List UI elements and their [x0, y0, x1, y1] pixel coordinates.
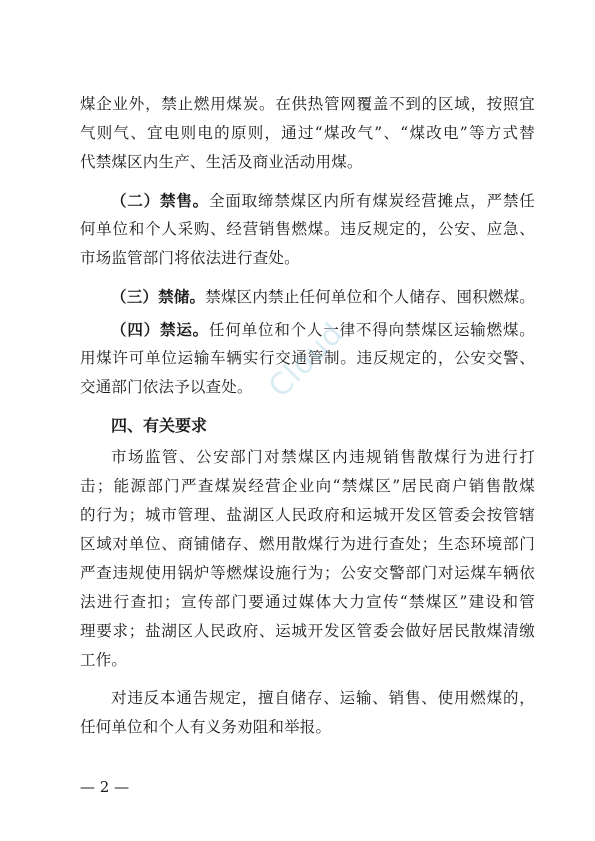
cloud-watermark: Cloud [262, 315, 351, 405]
intro-line-3: 代禁煤区内生产、生活及商业活动用煤。 [80, 153, 363, 171]
document-body [80, 90, 535, 742]
intro-line-1: 煤企业外，禁止燃用煤炭。在供热管网覆盖不到的区域，按照宜 [80, 95, 535, 113]
section-2-line-3: 市场监管部门将依法进行查处。 [80, 249, 300, 267]
section-4-first-line [80, 315, 535, 344]
section-4-label: （四）禁运。 [111, 320, 209, 339]
requirements-line-2: 击；能源部门严查煤炭经营企业向“禁煤区”居民商户销售散煤 [80, 477, 535, 495]
requirements-line-4: 区域对单位、商铺储存、燃用散煤行为进行查处；生态环境部门 [80, 535, 535, 553]
requirements-line-1: 市场监管、公安部门对禁煤区内违规销售散煤行为进行打 [111, 448, 535, 466]
page-number: — 2 — [80, 778, 130, 796]
section-2-first-line [80, 186, 535, 215]
section-2-text: 全面取缔禁煤区内所有煤炭经营摊点，严禁任 [209, 192, 535, 210]
requirements-line-3: 的行为；城市管理、盐湖区人民政府和运城开发区管委会按管辖 [80, 506, 535, 524]
section-3-text: 禁煤区内禁止任何单位和个人储存、囤积燃煤。 [205, 288, 536, 306]
section-4-text: 任何单位和个人一律不得向禁煤区运输燃煤。 [209, 321, 535, 339]
section-4-line-3: 交通部门依法予以查处。 [80, 378, 253, 396]
report-line-1: 对违反本通告规定，擅自储存、运输、销售、使用燃煤的， [111, 689, 535, 707]
section-heading-requirements: 四、有关要求 [111, 416, 208, 435]
requirements-line-6: 法进行查扣；宣传部门要通过媒体大力宣传“禁煤区”建设和管 [80, 593, 535, 611]
section-2-line-2: 何单位和个人采购、经营销售燃煤。违反规定的，公安、应急、 [80, 220, 535, 238]
section-3-label: （三）禁储。 [111, 287, 206, 306]
section-3-line [80, 282, 535, 311]
requirements-line-7: 理要求；盐湖区人民政府、运城开发区管委会做好居民散煤清缴 [80, 622, 535, 640]
intro-line-2: 气则气、宜电则电的原则，通过“煤改气”、“煤改电”等方式替 [80, 124, 535, 142]
requirements-line-5: 严查违规使用锅炉等燃煤设施行为；公安交警部门对运煤车辆依 [80, 564, 535, 582]
report-line-2: 任何单位和个人有义务劝阻和举报。 [80, 718, 332, 736]
requirements-line-8: 工作。 [80, 651, 128, 669]
section-2-label: （二）禁售。 [111, 191, 209, 210]
section-4-line-2: 用煤许可单位运输车辆实行交通管制。违反规定的，公安交警、 [80, 349, 535, 367]
